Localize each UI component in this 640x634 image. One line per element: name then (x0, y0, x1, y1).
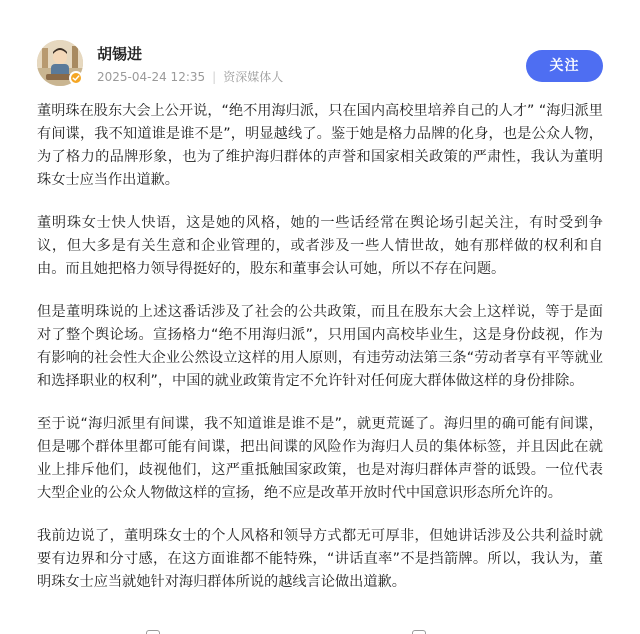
verified-badge-icon (69, 71, 83, 85)
article-paragraph: 董明珠在股东大会上公开说，“绝不用海归派，只在国内高校里培养自己的人才” “海归派里有间谍，我不知道谁是谁不是”，明显越线了。鉴于她是格力品牌的化身，也是公众人物，为了格力的品牌形象，也为了维护海归群体的声誉和国家相关政策的严肃性，我认为董明珠女士应当作出道歉。 (37, 103, 603, 188)
bottom-action-bar (0, 624, 640, 634)
post-header (0, 0, 640, 92)
article-paragraph: 但是董明珠说的上述这番话涉及了社会的公共政策，而且在股东大会上这样说，等于是面对了整个舆论场。宣扬格力“绝不用海归派”，只用国内高校毕业生，这是身份歧视，作为有影响的社会性大企业公然设立这样的用人原则，有违劳动法第三条“劳动者享有平等就业和选择职业的权利”，中国的就业政策肯定不允许针对任何庞大群体做这样的身份排除。 (37, 304, 603, 389)
article-body (37, 100, 603, 614)
article-paragraph: 我前边说了，董明珠女士的个人风格和领导方式都无可厚非，但她讲话涉及公共利益时就要有边界和分寸感，在这方面谁都不能特殊，“讲话直率”不是挡箭牌。所以，我认为，董明珠女士应当就她针对海归群体所说的越线言论做出道歉。 (37, 528, 603, 590)
meta-divider: | (212, 70, 217, 84)
author-name[interactable]: 胡锡进 (97, 45, 143, 63)
follow-button[interactable]: 关注 (526, 50, 603, 82)
article-paragraph: 至于说“海归派里有间谍，我不知道谁是谁不是”，就更荒诞了。海归里的确可能有间谍，但是哪个群体里都可能有间谍，把出间谍的风险作为海归人员的集体标签，并且因此在就业上排斥他们，歧视他们，这严重抵触国家政策，也是对海归群体声誉的诋毁。一位代表大型企业的公众人物做这样的宣扬，绝不应是改革开放时代中国意识形态所允许的。 (37, 416, 603, 501)
article-paragraph: 董明珠女士快人快语，这是她的风格，她的一些话经常在舆论场引起关注，有时受到争议，但大多是有关生意和企业管理的，或者涉及一些人情世故，她有那样做的权利和自由。而且她把格力领导得挺好的，股东和董事会认可她，所以不存在问题。 (37, 215, 603, 277)
post-meta (97, 69, 283, 85)
share-icon[interactable] (412, 630, 426, 634)
comment-icon[interactable] (146, 630, 160, 634)
author-role: 资深媒体人 (223, 70, 284, 84)
post-date: 2025-04-24 12:35 (97, 70, 206, 84)
